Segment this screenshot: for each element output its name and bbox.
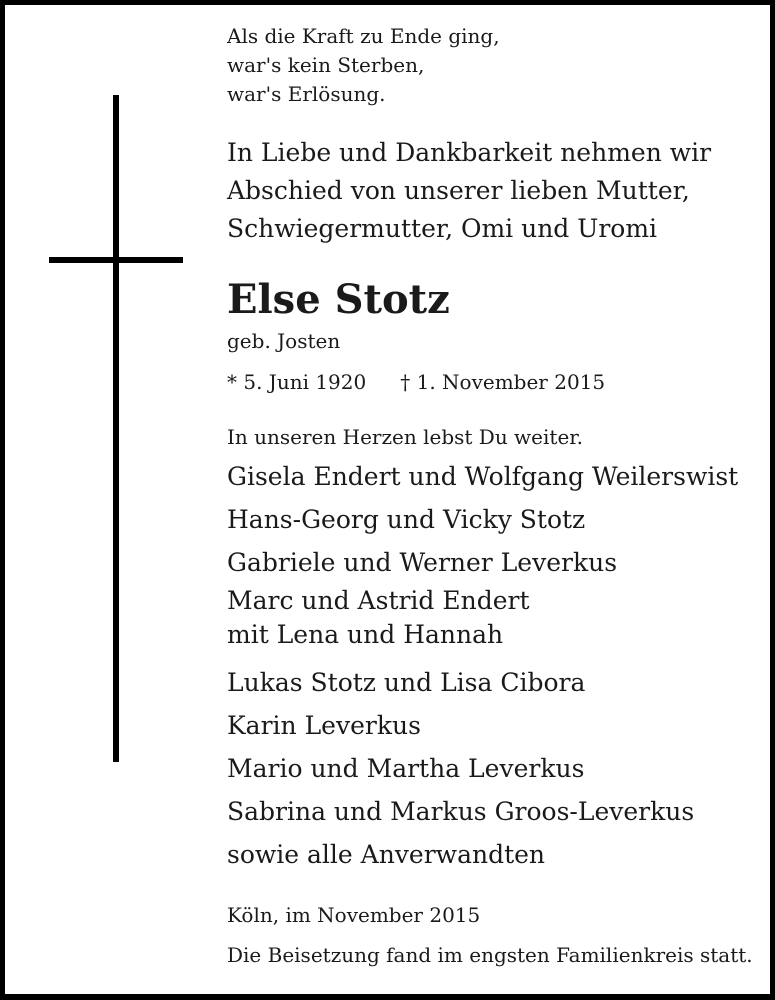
poem-line: Als die Kraft zu Ende ging, (227, 24, 500, 48)
deceased-name: Else Stotz (227, 276, 450, 323)
mourner-entry: Karin Leverkus (227, 711, 421, 740)
mourner-entry: Gabriele und Werner Leverkus (227, 548, 618, 577)
mourner-entry: Sabrina und Markus Groos-Leverkus (227, 797, 695, 826)
mourner-line: mit Lena und Hannah (227, 620, 504, 649)
mourner-entry: Hans-Georg und Vicky Stotz (227, 505, 586, 534)
cross-icon-vertical-bar (113, 95, 119, 762)
intro-line: Abschied von unserer lieben Mutter, (227, 176, 690, 205)
maiden-name: geb. Josten (227, 329, 341, 353)
mourner-entry (227, 584, 738, 652)
intro-text (227, 134, 711, 248)
burial-note: Die Beisetzung fand im engsten Familienkreis statt. (227, 943, 753, 967)
mourners-list (227, 455, 738, 876)
mourner-entry: Gisela Endert und Wolfgang Weilerswist (227, 462, 739, 491)
poem-line: war's Erlösung. (227, 82, 386, 106)
death-date: † 1. November 2015 (400, 370, 606, 394)
life-dates (227, 367, 605, 397)
poem (227, 22, 500, 109)
cross-icon-horizontal-bar (49, 257, 183, 263)
mourner-entry: sowie alle Anverwandten (227, 840, 546, 869)
intro-line: Schwiegermutter, Omi und Uromi (227, 214, 658, 243)
mourner-line: Marc und Astrid Endert (227, 586, 530, 615)
intro-line: In Liebe und Dankbarkeit nehmen wir (227, 138, 712, 167)
motto: In unseren Herzen lebst Du weiter. (227, 425, 583, 449)
birth-date: * 5. Juni 1920 (227, 370, 367, 394)
poem-line: war's kein Sterben, (227, 53, 425, 77)
mourner-entry: Mario und Martha Leverkus (227, 754, 585, 783)
mourner-entry: Lukas Stotz und Lisa Cibora (227, 668, 586, 697)
place-date: Köln, im November 2015 (227, 903, 481, 927)
